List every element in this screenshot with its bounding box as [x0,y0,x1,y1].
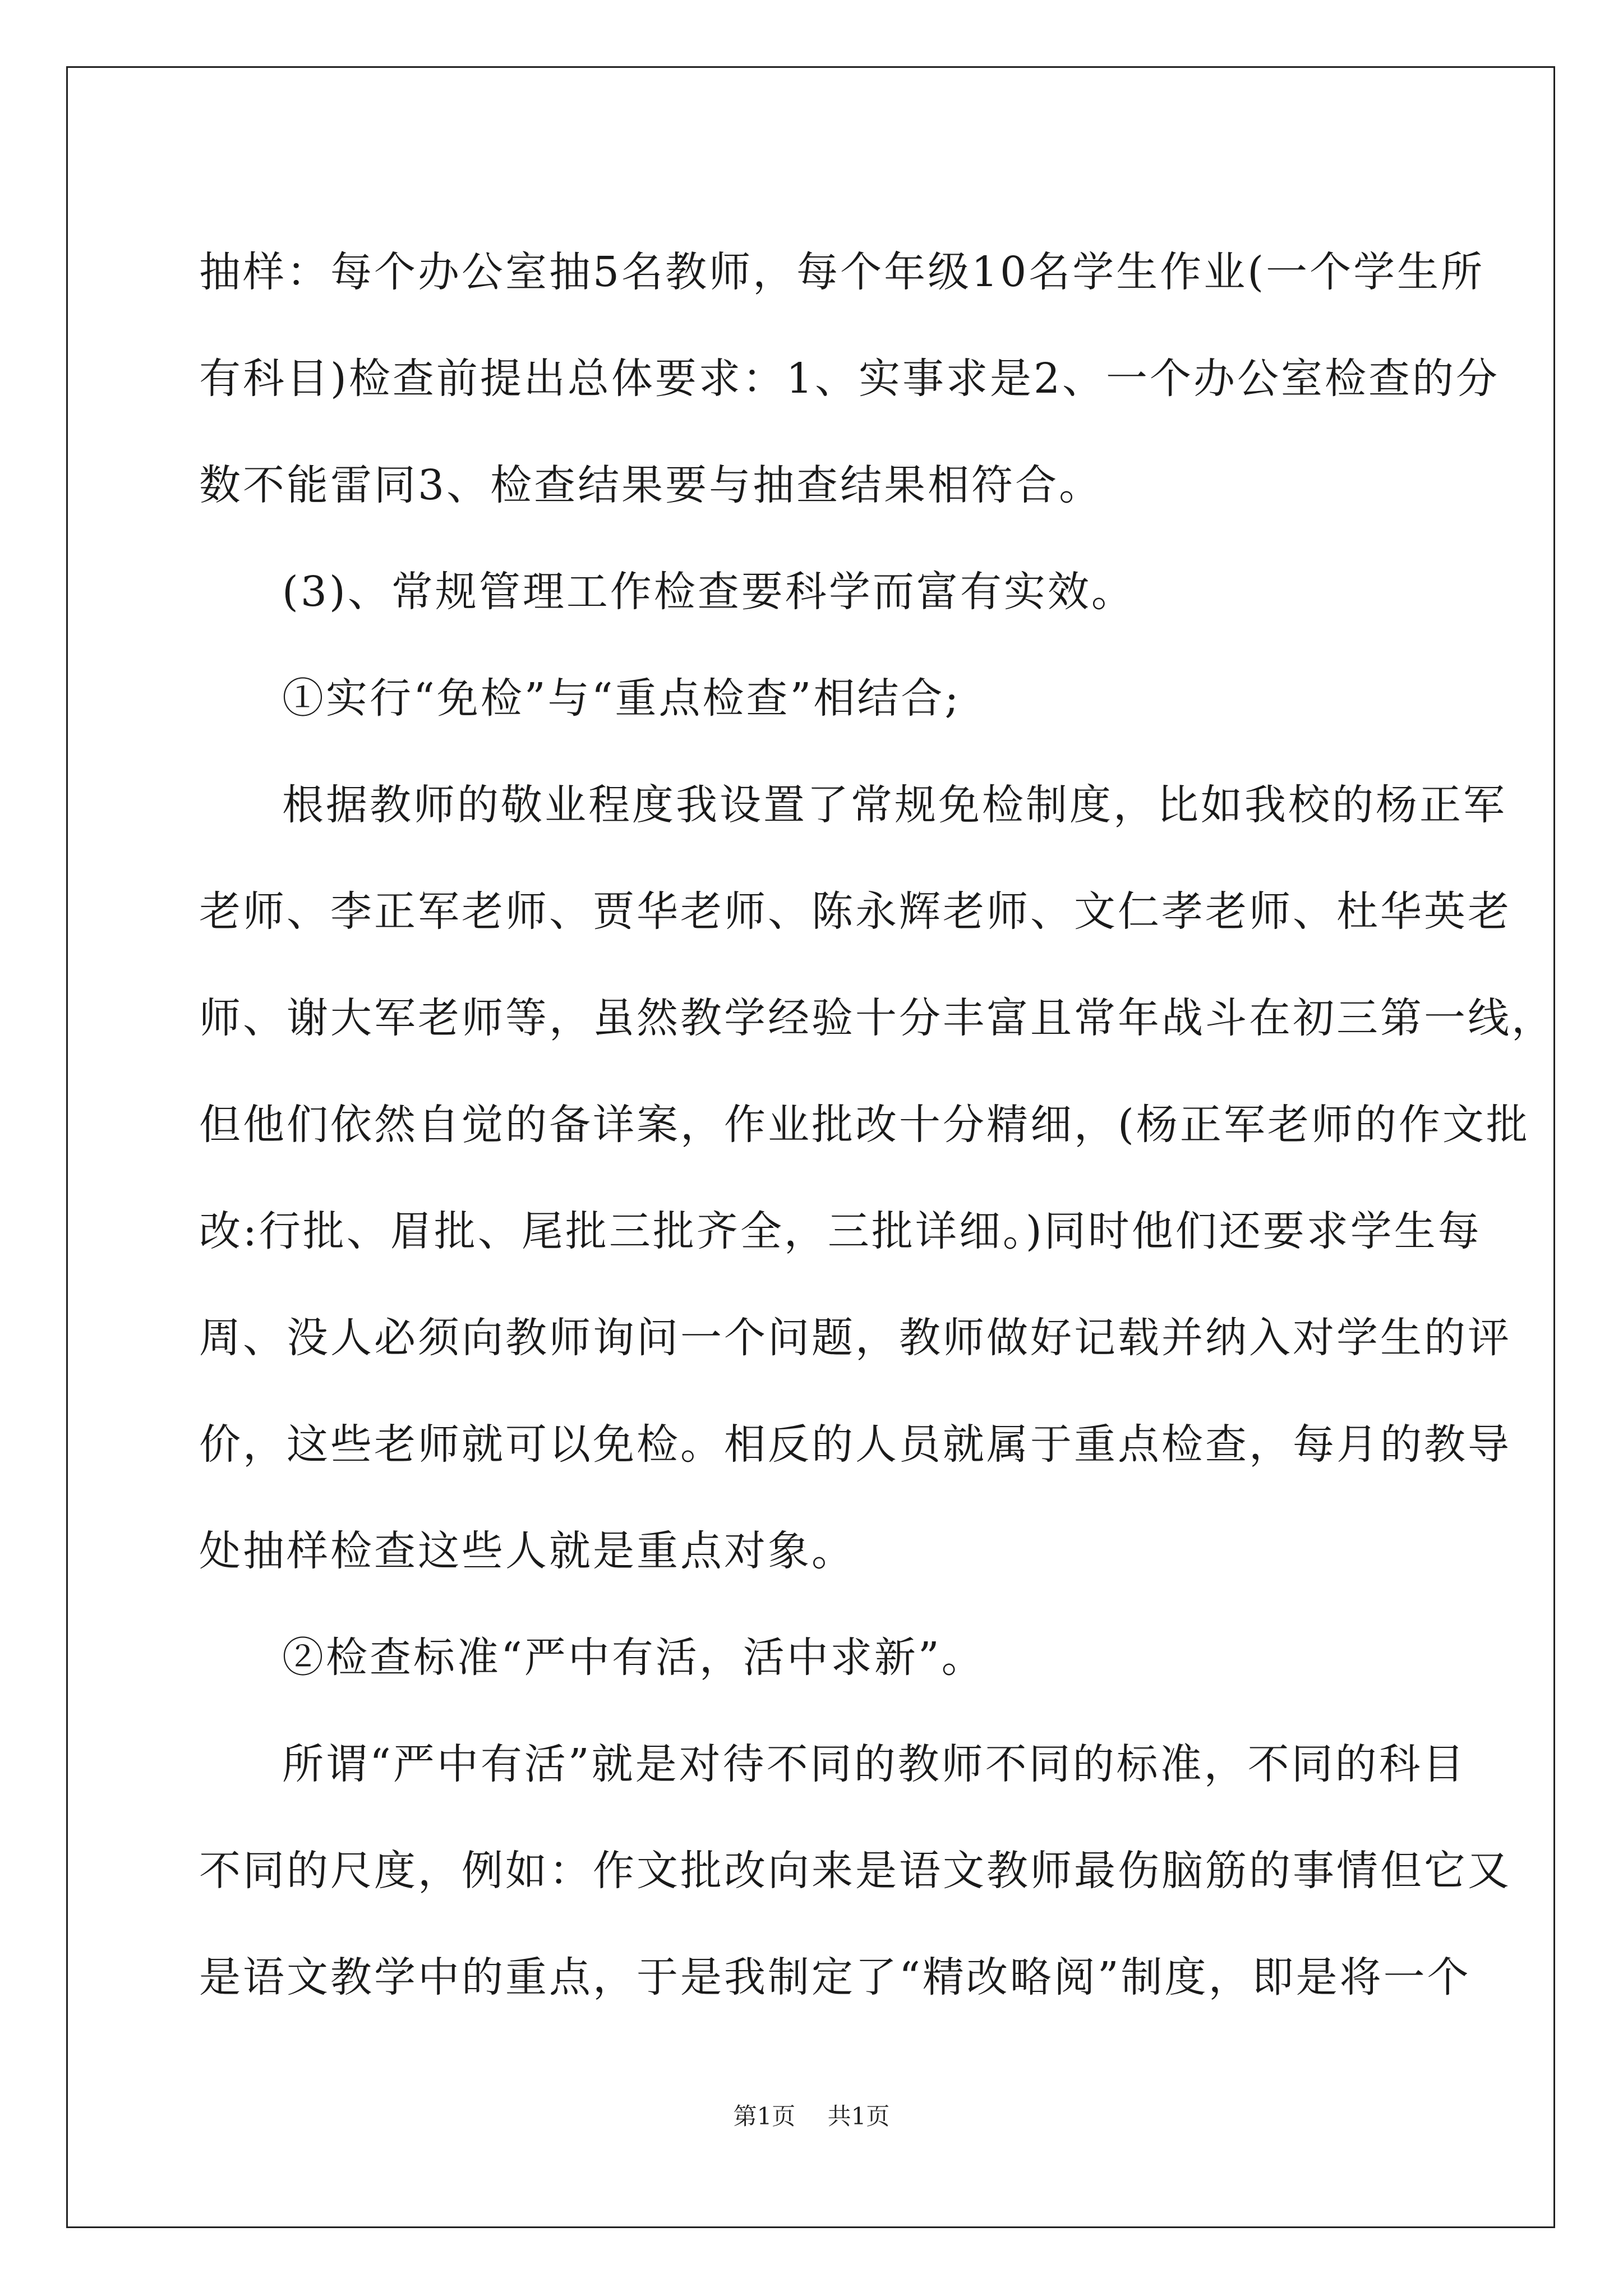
text-line: 处抽样检查这些人就是重点对象。 [199,1527,855,1575]
text-line: 是语文教学中的重点，于是我制定了“精改略阅”制度，即是将一个 [199,1953,1471,2001]
text-line: 有科目)检查前提出总体要求：1、实事求是2、一个办公室检查的分 [199,355,1500,403]
text-line: 不同的尺度，例如：作文批改向来是语文教师最伤脑筋的事情但它又 [199,1847,1511,1895]
text-line: 根据教师的敬业程度我设置了常规免检制度，比如我校的杨正军 [282,781,1507,829]
text-line: 价，这些老师就可以免检。相反的人员就属于重点检查，每月的教导 [199,1420,1511,1469]
text-line: 师、谢大军老师等，虽然教学经验十分丰富且常年战斗在初三第一线， [199,994,1555,1042]
page-total: 共1页 [827,2102,890,2130]
text-line: 老师、李正军老师、贾华老师、陈永辉老师、文仁孝老师、杜华英老 [199,887,1511,936]
text-line: ①实行“免检”与“重点检查”相结合; [282,674,961,723]
text-line: 所谓“严中有活”就是对待不同的教师不同的标准，不同的科目 [282,1740,1467,1788]
page-number: 第1页 [733,2102,796,2130]
text-line: 数不能雷同3、检查结果要与抽查结果相符合。 [199,461,1103,509]
text-line: 但他们依然自觉的备详案，作业批改十分精细，(杨正军老师的作文批 [199,1101,1530,1149]
text-line: ②检查标准“严中有活，活中求新”。 [282,1634,985,1682]
text-line: (3)、常规管理工作检查要科学而富有实效。 [282,568,1135,616]
text-line: 周、没人必须向教师询问一个问题，教师做好记载并纳入对学生的评 [199,1314,1511,1362]
text-line: 改:行批、眉批、尾批三批齐全，三批详细。)同时他们还要求学生每 [199,1207,1482,1255]
page-footer [0,2098,1623,2132]
text-line: 抽样：每个办公室抽5名教师，每个年级10名学生作业(一个学生所 [199,248,1485,296]
document-body [199,219,1555,2031]
